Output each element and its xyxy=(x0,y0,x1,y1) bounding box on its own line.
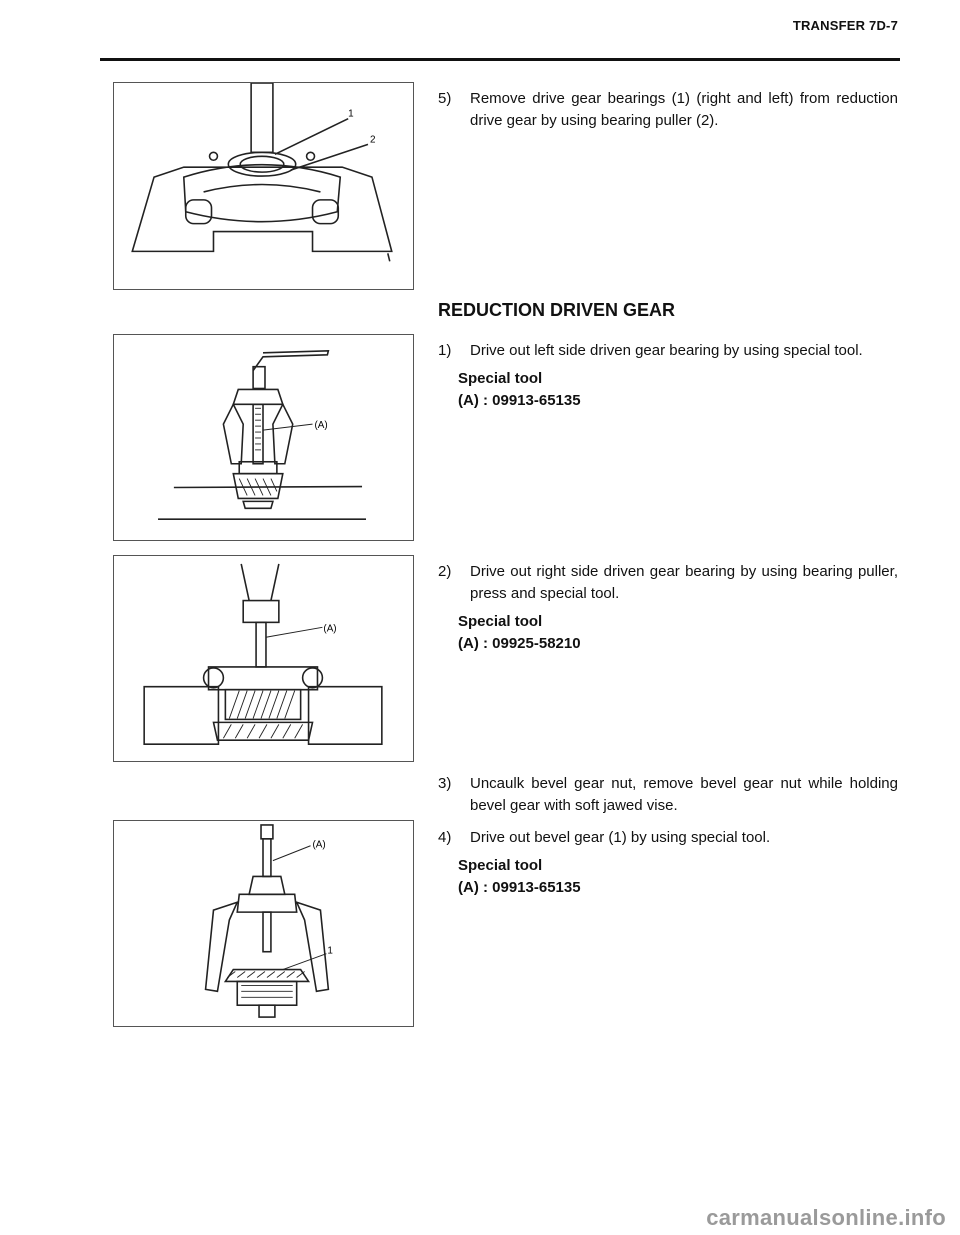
special-tool-label: Special tool xyxy=(458,613,543,630)
step-number: 1) xyxy=(438,342,452,359)
step-text: Drive out bevel gear (1) by using special tool. xyxy=(470,829,771,846)
step-number: 3) xyxy=(438,775,452,792)
figure-callout: (A) xyxy=(314,420,328,432)
step-2-right-bearing xyxy=(438,561,898,655)
figure-callout: (A) xyxy=(323,623,337,635)
figure-drive-gear-bearing-puller xyxy=(113,82,414,290)
special-tool-value: (A) : 09913-65135 xyxy=(458,879,581,896)
illustration-press-puller xyxy=(114,556,413,761)
special-tool-value: (A) : 09925-58210 xyxy=(458,635,581,652)
step-number: 4) xyxy=(438,829,452,846)
step-5-remove-drive-gear-bearings xyxy=(438,88,898,132)
step-text: Uncaulk bevel gear nut, remove bevel gear nut while holding bevel gear with soft jawed vise. xyxy=(470,775,898,814)
site-watermark: carmanualsonline.info xyxy=(706,1205,946,1230)
step-number: 2) xyxy=(438,563,452,580)
step-4-bevel-gear xyxy=(438,827,898,899)
step-3-uncaulk-nut xyxy=(438,773,898,817)
step-text: Drive out left side driven gear bearing by using special tool. xyxy=(470,342,863,359)
special-tool-label: Special tool xyxy=(458,857,543,874)
special-tool-label: Special tool xyxy=(458,370,543,387)
step-number: 5) xyxy=(438,90,452,107)
page-header-title: TRANSFER 7D-7 xyxy=(792,18,898,33)
figure-bevel-gear-puller xyxy=(113,820,414,1027)
section-heading: REDUCTION DRIVEN GEAR xyxy=(438,300,676,320)
figure-right-bearing-press xyxy=(113,555,414,762)
step-text: Remove drive gear bearings (1) (right and left) from reduction drive gear by using bearing puller (2). xyxy=(470,90,898,129)
figure-callout: 2 xyxy=(369,134,376,146)
figure-callout: 1 xyxy=(327,945,333,957)
figure-callout: 1 xyxy=(348,108,354,120)
header-rule xyxy=(100,58,900,61)
illustration-bearing-puller xyxy=(114,83,413,289)
illustration-bevel-gear-puller xyxy=(114,821,413,1026)
step-text: Drive out right side driven gear bearing by using bearing puller, press and special tool. xyxy=(470,563,898,602)
figure-left-bearing-tool xyxy=(113,334,414,541)
figure-callout: (A) xyxy=(312,839,326,851)
special-tool-value: (A) : 09913-65135 xyxy=(458,392,581,409)
illustration-gear-puller xyxy=(114,335,413,540)
step-1-left-bearing xyxy=(438,340,898,412)
